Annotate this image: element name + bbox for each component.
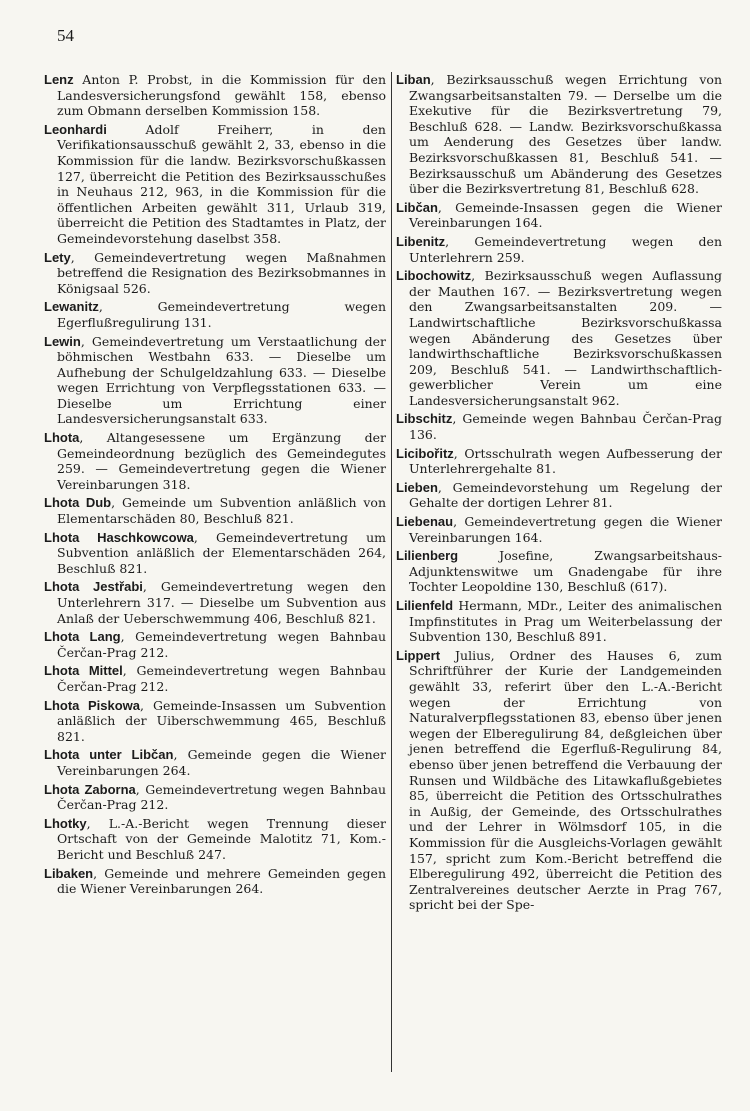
index-entry [396, 446, 722, 477]
page-number: 54 [57, 26, 74, 45]
entry-text: , L.-A.-Bericht wegen Trennung dieser Ortschaft von der Gemeinde Malotitz 71, Kom.-Bericht und Beschluß 247. [57, 815, 386, 862]
entry-text: , Gemeindevertretung wegen den Unterlehrern 259. [409, 233, 722, 265]
index-entry [44, 299, 386, 330]
entry-name: Leonhardi [44, 121, 107, 137]
entry-text: , Gemeinde-Insassen um Subvention anläßlich der Uiberschwemmung 465, Beschluß 821. [57, 697, 386, 744]
entry-text: , Gemeinde-Insassen gegen die Wiener Vereinbarungen 164. [409, 199, 722, 231]
entry-name: Liebenau [396, 514, 454, 530]
entry-text: , Gemeindevorstehung um Regelung der Gehalte der dortigen Lehrer 81. [409, 479, 722, 511]
index-entry [44, 782, 386, 813]
entry-name: Lhota Dub [44, 495, 112, 511]
entry-text: , Bezirksausschuß wegen Auflassung der Mauthen 167. — Bezirksvertretung wegen den Zwangsarbeitsanstalten 209. — Landwirtschaftliche Bezirksvorschußkassa wegen Abänderung des Gesetzes über landwirthschaftliche Bezirksvorschußkassen 209, Beschluß 541. — Landwirthschaftlich-gewerblicher Verein um eine Landesversicherungsanstalt 962. [409, 268, 722, 408]
entry-text: , Gemeindevertretung wegen Bahnbau Čerčan-Prag 212. [57, 781, 386, 813]
index-entry [396, 548, 722, 595]
entry-name: Lieben [396, 479, 438, 495]
entry-text: Adolf Freiherr, in den Verifikationsausschuß gewählt 2, 33, ebenso in die Kommission für die landw. Bezirksvorschußkassen 127, überreicht die Petition des Bezirksausschußes in Neuhaus 212, 963, in die Kommission für die öffentlichen Arbeiten gewählt 311, Urlaub 319, überreicht die Petition des Stadtamtes in Platz, der Gemeindevorstehung daselbst 358. [57, 121, 386, 246]
index-entry [44, 72, 386, 119]
entry-text: , Bezirksausschuß wegen Errichtung von Zwangsarbeitsanstalten 79. — Derselbe um die Exekutive für die Bezirksvertretung 79, Beschluß 628. — Landw. Bezirksvorschußkassa um Aenderung des Gesetzes über landw. Bezirksvorschußkassen 81, Beschluß 541. — Bezirksausschuß um Abänderung des Gesetzes über die Bezirksvertretung 81, Beschluß 628. [409, 72, 722, 197]
entry-text: , Gemeindevertretung wegen Bahnbau Čerčan-Prag 212. [57, 663, 386, 694]
right-column [396, 72, 722, 916]
entry-name: Lenz [44, 72, 74, 87]
index-entry [44, 334, 386, 428]
index-entry [396, 234, 722, 265]
entry-text: , Gemeindevertretung um Verstaatlichung der böhmischen Westbahn 633. — Dieselbe um Aufhebung der Schulgeldzahlung 633. — Dieselbe wegen Errichtung von Verpflegsstationen 633. — Dieselbe um Errichtung einer Landesversicherungsanstalt 633. [57, 333, 386, 427]
index-entry [396, 648, 722, 913]
index-entry [44, 579, 386, 626]
entry-text: Hermann, MDr., Leiter des animalischen Impfinstitutes in Prag um Weiterbelassung der Subvention 130, Beschluß 891. [409, 598, 722, 645]
index-entry [396, 480, 722, 511]
entry-text: , Gemeindevertretung wegen den Unterlehrern 317. — Dieselbe um Subvention aus Anlaß der Ueberschwemmung 406, Beschluß 821. [57, 579, 386, 626]
entry-text: , Gemeindevertretung wegen Bahnbau Čerčan-Prag 212. [57, 629, 386, 660]
index-entry [44, 816, 386, 863]
entry-name: Licibořitz [396, 445, 454, 461]
index-entry [44, 747, 386, 778]
entry-text: Anton P. Probst, in die Kommission für den Landesversicherungsfond gewählt 158, ebenso zum Obmann derselben Kommission 158. [57, 72, 386, 119]
index-entry [44, 663, 386, 694]
entry-name: Lhotky [44, 815, 87, 831]
entry-text: , Gemeinde und mehrere Gemeinden gegen die Wiener Vereinbarungen 264. [57, 865, 386, 897]
entry-name: Lhota [44, 430, 80, 446]
index-entry [396, 598, 722, 645]
index-entry [44, 250, 386, 297]
index-entry [44, 122, 386, 247]
index-entry [396, 411, 722, 442]
column-divider [391, 72, 392, 1072]
index-entry [44, 698, 386, 745]
index-entry [44, 629, 386, 660]
entry-name: Lhota Mittel [44, 663, 123, 679]
entry-name: Lhota Piskowa [44, 697, 141, 713]
index-entry [396, 72, 722, 197]
entry-name: Lhota Haschkowcowa [44, 529, 194, 545]
entry-name: Liban [396, 72, 431, 87]
entry-name: Libčan [396, 199, 438, 215]
entry-text: , Gemeinde wegen Bahnbau Čerčan-Prag 136. [409, 411, 722, 443]
entry-name: Lippert [396, 647, 441, 663]
index-entry [396, 268, 722, 408]
entry-name: Libochowitz [396, 268, 472, 284]
entry-name: Lety [44, 249, 71, 265]
entry-text: Julius, Ordner des Hauses 6, zum Schriftführer der Kurie der Landgemeinden gewählt 33, referirt über den L.-A.-Bericht wegen der Errichtung von Naturalverpflegsstationen 83, ebenso über jenen wegen der Elberegulirung 84, deßgleichen über jenen betreffend die Egerfluß-Regulirung 84, ebenso über jenen betreffend die Verbauung der Runsen und Wildbäche des Litawkaflußgebietes 85, überreicht die Petition des Ortsschulrathes in Außig, der Gemeinde, des Ortsschulrathes und der Lehrer in Wölmsdorf 105, in die Kommission für die Ausgleichs-Vorlagen gewählt 157, spricht zum Kom.-Bericht betreffend die Elberegulirung 492, überreicht die Petition des Zentralvereines deutscher Aerzte in Prag 767, spricht bei der Spe- [409, 647, 722, 913]
index-entry [396, 200, 722, 231]
entry-name: Lewin [44, 333, 81, 349]
entry-name: Libschitz [396, 411, 453, 427]
entry-name: Lilienfeld [396, 598, 454, 613]
left-column [44, 72, 386, 900]
index-entry [396, 514, 722, 545]
index-entry [44, 495, 386, 526]
entry-name: Libaken [44, 865, 94, 881]
entry-name: Lewanitz [44, 299, 99, 315]
index-entry [44, 866, 386, 897]
entry-text: , Gemeindevertretung gegen die Wiener Vereinbarungen 164. [409, 514, 722, 545]
index-entry [44, 430, 386, 492]
entry-text: , Altangesessene um Ergänzung der Gemeindeordnung bezüglich des Gemeindegutes 259. — Gemeindevertretung gegen die Wiener Vereinbarungen 318. [57, 430, 386, 492]
entry-text: , Ortsschulrath wegen Aufbesserung der Unterlehrergehalte 81. [409, 445, 722, 477]
entry-text: , Gemeindevertretung wegen Maßnahmen betreffend die Resignation des Bezirksobmannes in Königsaal 526. [57, 249, 386, 296]
entry-text: , Gemeindevertretung um Subvention anläßlich der Elementarschäden 264, Beschluß 821. [57, 529, 386, 576]
entry-text: , Gemeinde um Subvention anläßlich von Elementarschäden 80, Beschluß 821. [57, 495, 386, 527]
entry-name: Lilienberg [396, 548, 459, 564]
entry-text: , Gemeindevertretung wegen Egerflußregulirung 131. [57, 299, 386, 330]
entry-text: Josefine, Zwangsarbeitshaus-Adjunktenswitwe um Gnadengabe für ihre Tochter Leopoldine 130, Beschluß (617). [409, 548, 722, 595]
entry-name: Lhota unter Libčan [44, 747, 174, 763]
entry-text: , Gemeinde gegen die Wiener Vereinbarungen 264. [57, 747, 386, 778]
entry-name: Lhota Lang [44, 629, 121, 645]
entry-name: Libenitz [396, 233, 446, 249]
entry-name: Lhota Zaborna [44, 781, 136, 797]
entry-name: Lhota Jestřabi [44, 579, 143, 595]
index-entry [44, 530, 386, 577]
